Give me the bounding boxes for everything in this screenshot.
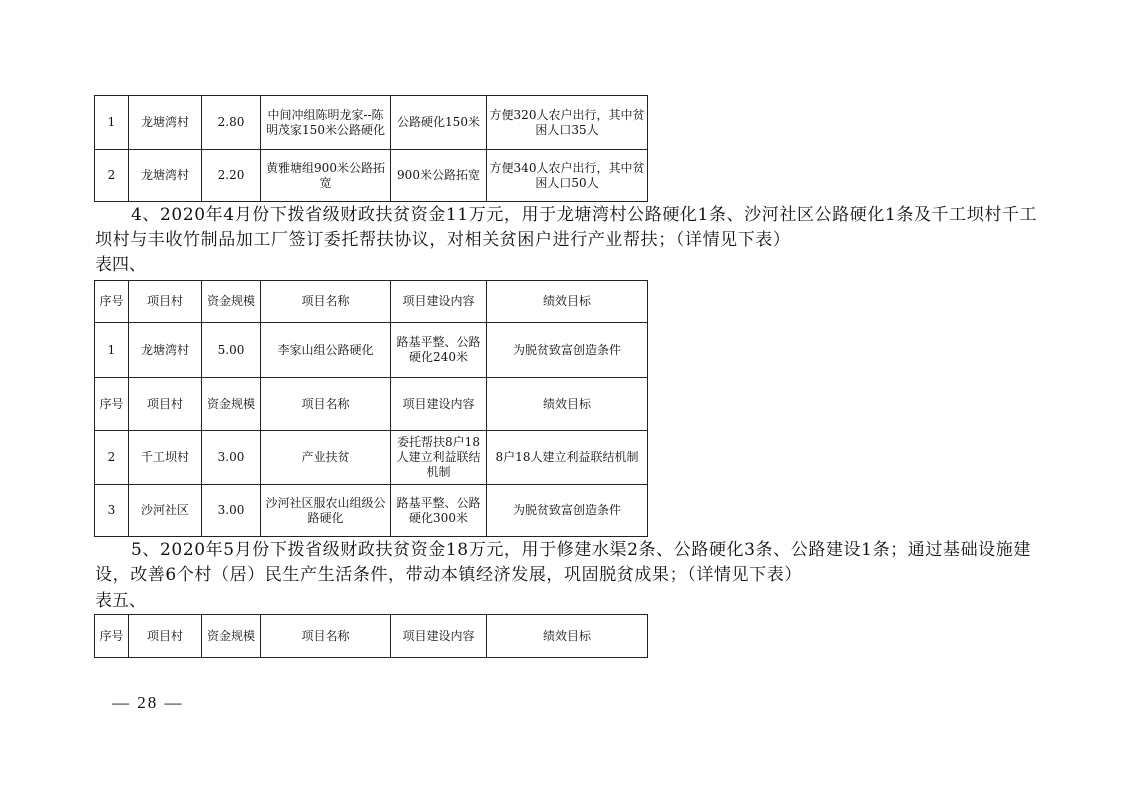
paragraph-four [95,203,1045,253]
paragraph-four-text: 4、2020年4月份下拨省级财政扶贫资金11万元，用于龙塘湾村公路硬化1条、沙河社区公路硬化1条及千工坝村千工坝村与丰收竹制品加工厂签订委托帮扶协议，对相关贫困户进行产业帮扶；（详情见下表） [95,205,1038,250]
header-content: 项目建设内容 [391,615,487,658]
header-project-name: 项目名称 [261,615,391,658]
cell-project-name: 中间冲组陈明龙家--陈明茂家150米公路硬化 [261,96,391,150]
paragraph-five-text: 5、2020年5月份下拨省级财政扶贫资金18万元，用于修建水渠2条、公路硬化3条、公路建设1条；通过基础设施建设，改善6个村（居）民生产生活条件，带动本镇经济发展，巩固脱贫成果；（详情见下表） [95,540,1031,585]
cell-project-name: 黄雅塘组900米公路拓宽 [261,150,391,202]
cell-project-name: 产业扶贫 [261,431,391,485]
table-five [94,614,648,658]
table-four-caption: 表四、 [95,255,146,275]
header-content: 项目建设内容 [391,378,487,431]
cell-no: 3 [95,485,129,537]
header-no: 序号 [95,615,129,658]
header-goal: 绩效目标 [487,281,648,323]
header-no: 序号 [95,378,129,431]
cell-no: 1 [95,96,129,150]
table-four [94,280,648,537]
table-header-row [95,615,648,658]
cell-content: 路基平整、公路硬化240米 [391,323,487,378]
cell-village: 千工坝村 [129,431,202,485]
cell-goal: 方便340人农户出行，其中贫困人口50人 [487,150,648,202]
cell-no: 2 [95,150,129,202]
cell-village: 龙塘湾村 [129,150,202,202]
header-fund: 资金规模 [202,281,261,323]
cell-content: 委托帮扶8户18人建立利益联结机制 [391,431,487,485]
cell-village: 沙河社区 [129,485,202,537]
header-village: 项目村 [129,281,202,323]
cell-fund: 3.00 [202,431,261,485]
header-goal: 绩效目标 [487,378,648,431]
header-project-name: 项目名称 [261,281,391,323]
cell-no: 2 [95,431,129,485]
cell-goal: 为脱贫致富创造条件 [487,323,648,378]
table-five-caption: 表五、 [95,591,146,611]
header-project-name: 项目名称 [261,378,391,431]
table-header-row [95,281,648,323]
cell-fund: 2.20 [202,150,261,202]
page-number: — 28 — [112,693,184,712]
cell-goal: 8户18人建立利益联结机制 [487,431,648,485]
paragraph-five [95,538,1045,588]
cell-fund: 5.00 [202,323,261,378]
header-content: 项目建设内容 [391,281,487,323]
table-row [95,431,648,485]
cell-goal: 方便320人农户出行，其中贫困人口35人 [487,96,648,150]
header-goal: 绩效目标 [487,615,648,658]
table-three-continued [94,95,648,202]
header-fund: 资金规模 [202,615,261,658]
cell-no: 1 [95,323,129,378]
cell-content: 公路硬化150米 [391,96,487,150]
cell-project-name: 沙河社区服农山组级公路硬化 [261,485,391,537]
cell-fund: 2.80 [202,96,261,150]
cell-village: 龙塘湾村 [129,323,202,378]
cell-content: 路基平整、公路硬化300米 [391,485,487,537]
cell-fund: 3.00 [202,485,261,537]
header-village: 项目村 [129,615,202,658]
header-fund: 资金规模 [202,378,261,431]
cell-goal: 为脱贫致富创造条件 [487,485,648,537]
header-no: 序号 [95,281,129,323]
header-village: 项目村 [129,378,202,431]
cell-content: 900米公路拓宽 [391,150,487,202]
cell-village: 龙塘湾村 [129,96,202,150]
table-header-row [95,378,648,431]
table-row [95,96,648,150]
table-row [95,485,648,537]
table-row [95,150,648,202]
table-row [95,323,648,378]
cell-project-name: 李家山组公路硬化 [261,323,391,378]
